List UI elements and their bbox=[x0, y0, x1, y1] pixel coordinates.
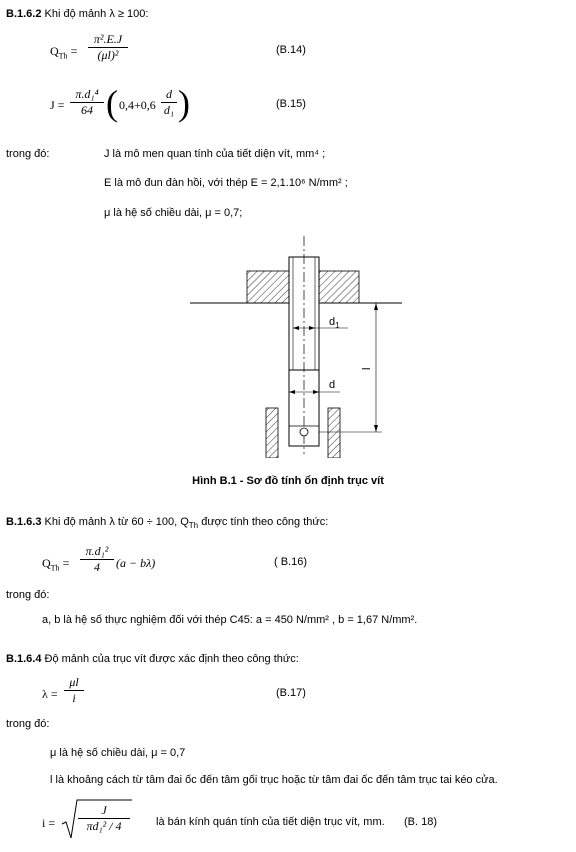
numerator: J bbox=[101, 803, 107, 817]
where-label: trong đó: bbox=[6, 148, 50, 160]
equation-b14-fraction bbox=[88, 33, 128, 62]
equation-b15-lhs: J = bbox=[50, 98, 65, 112]
eq-lhs-sub: Th bbox=[50, 563, 60, 573]
numerator: π².E.J bbox=[93, 32, 123, 46]
equation-b15-fraction bbox=[70, 88, 104, 117]
eq-sign: = bbox=[62, 556, 70, 570]
bearing-left-hatch bbox=[266, 408, 278, 458]
equation-ref: (B.14) bbox=[276, 44, 306, 56]
definition-item: J là mô men quan tính của tiết diện vít, mm⁴ ; bbox=[104, 148, 326, 160]
label-d: d bbox=[329, 379, 336, 391]
equation-b14-lhs bbox=[50, 44, 77, 59]
equation-ref: ( B.16) bbox=[274, 556, 308, 568]
section-heading-b164 bbox=[6, 653, 299, 665]
nut-left-hatch bbox=[247, 271, 289, 303]
eq-lhs: Q bbox=[42, 556, 51, 570]
definition-item: l là khoảng cách từ tâm đai ốc đến tâm gối trục hoặc từ tâm đai ốc đến tâm trục tai kéo cửa. bbox=[50, 774, 498, 786]
denominator: 64 bbox=[81, 103, 93, 118]
equation-b18-lhs: i = bbox=[42, 816, 56, 830]
pin-circle bbox=[300, 428, 308, 436]
equation-ref: (B. 18) bbox=[404, 816, 438, 828]
equation-b16-lhs bbox=[42, 556, 69, 571]
denominator: πd₁² / 4 bbox=[86, 819, 122, 834]
heading-text: Khi độ mảnh λ ≥ 100: bbox=[44, 8, 149, 20]
definition-item: μ là hệ số chiều dài, μ = 0,7 bbox=[50, 747, 186, 759]
heading-number: B.1.6.2 bbox=[6, 8, 42, 20]
label-d1: $d_1$ bbox=[329, 316, 340, 330]
heading-tail: được tính theo công thức: bbox=[198, 516, 329, 528]
denominator: d₁ bbox=[163, 103, 175, 118]
equation-b16-fraction bbox=[80, 545, 114, 574]
where-label: trong đó: bbox=[6, 589, 50, 601]
equation-b17-fraction bbox=[64, 676, 84, 705]
denominator: (μl)² bbox=[97, 48, 119, 63]
equation-b15-inner-fraction bbox=[161, 88, 177, 117]
numerator: π.d₁² bbox=[85, 544, 109, 558]
where-label: trong đó: bbox=[6, 718, 50, 730]
label-l: l bbox=[361, 367, 373, 370]
eq-lhs: Q bbox=[50, 44, 59, 58]
right-paren: ) bbox=[178, 83, 190, 123]
numerator: d bbox=[166, 87, 172, 101]
equation-b17-lhs: λ = bbox=[42, 687, 58, 701]
nut-right-hatch bbox=[319, 271, 359, 303]
equation-b16-tail: (a − bλ) bbox=[116, 556, 156, 570]
heading-text: Độ mảnh của trục vít được xác định theo công thức: bbox=[44, 653, 299, 665]
definition-item: μ là hệ số chiều dài, μ = 0,7; bbox=[104, 207, 243, 219]
numerator: μl bbox=[69, 675, 79, 689]
section-heading-b163 bbox=[6, 516, 329, 531]
numerator: π.d₁⁴ bbox=[75, 87, 99, 101]
definition-item: E là mô đun đàn hồi, với thép E = 2,1.10⁶ N/mm² ; bbox=[104, 177, 348, 189]
bearing-right-hatch bbox=[328, 408, 340, 458]
equation-b15-a: 0,4+0,6 bbox=[119, 98, 156, 112]
figure-screw-diagram bbox=[190, 232, 420, 458]
figure-caption: Hình B.1 - Sơ đồ tính ổn định trục vít bbox=[192, 475, 384, 487]
definition-item: a, b là hệ số thực nghiệm đối với thép C45: a = 450 N/mm² , b = 1,67 N/mm². bbox=[42, 614, 418, 626]
equation-ref: (B.17) bbox=[276, 687, 306, 699]
dim-l-arrow-top bbox=[374, 303, 378, 310]
eq-sign: = bbox=[70, 44, 78, 58]
left-paren: ( bbox=[106, 83, 118, 123]
section-heading-b162 bbox=[6, 8, 148, 20]
eq-lhs-sub: Th bbox=[58, 51, 68, 61]
equation-b18-fraction bbox=[78, 804, 130, 833]
denominator: 4 bbox=[94, 560, 100, 575]
heading-number: B.1.6.4 bbox=[6, 653, 42, 665]
equation-ref: (B.15) bbox=[276, 98, 306, 110]
denominator: i bbox=[72, 691, 76, 706]
heading-sub: Th bbox=[188, 521, 199, 531]
heading-number: B.1.6.3 bbox=[6, 516, 42, 528]
dim-l-arrow-bottom bbox=[374, 425, 378, 432]
equation-b18-description: là bán kính quán tính của tiết diện trục vít, mm. bbox=[156, 816, 385, 828]
heading-text: Khi độ mảnh λ từ 60 ÷ 100, Q bbox=[44, 516, 189, 528]
